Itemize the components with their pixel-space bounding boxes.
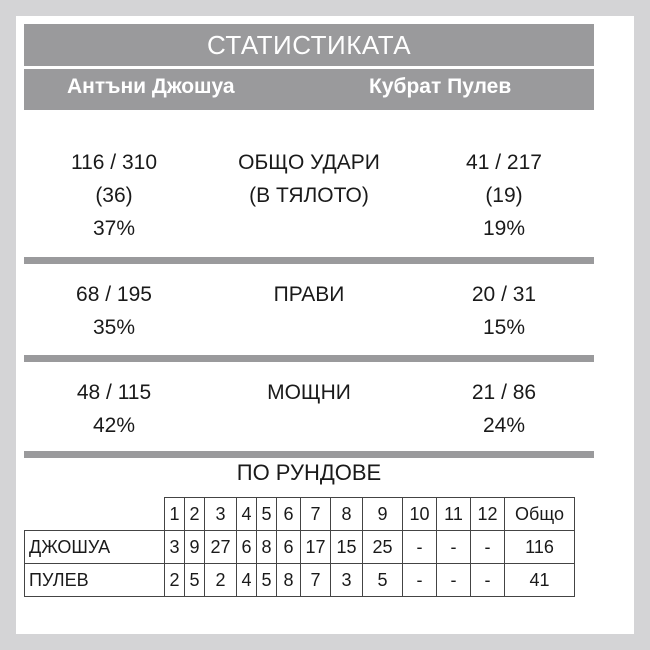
round-value: 17	[301, 531, 331, 564]
stat-label-line: (В ТЯЛОТО)	[249, 184, 369, 207]
stat-value: 20 / 31	[471, 283, 537, 306]
row-name: ПУЛЕВ	[25, 564, 165, 597]
round-value: 9	[185, 531, 205, 564]
section-divider	[24, 257, 594, 264]
stat-value: 116 / 310	[70, 151, 158, 174]
rounds-header-row	[25, 498, 575, 531]
fighter-right-name: Кубрат Пулев	[369, 75, 512, 98]
round-value: 3	[331, 564, 363, 597]
round-value: 25	[363, 531, 403, 564]
fighter-left-name: Антъни Джошуа	[67, 75, 235, 98]
stat-value: (19)	[485, 184, 523, 207]
round-value: -	[403, 531, 437, 564]
stat-value: 42%	[92, 414, 136, 437]
round-value: 27	[205, 531, 237, 564]
round-value: 15	[331, 531, 363, 564]
total-header: Общо	[505, 498, 575, 531]
stat-label	[204, 146, 414, 212]
round-value: 3	[165, 531, 185, 564]
rounds-title: ПО РУНДОВЕ	[236, 460, 382, 485]
table-row	[25, 564, 575, 597]
stat-value: (36)	[95, 184, 133, 207]
header-bar	[24, 24, 594, 110]
round-value: 2	[205, 564, 237, 597]
stat-label	[204, 278, 414, 311]
round-value: -	[437, 531, 471, 564]
round-header: 3	[205, 498, 237, 531]
round-value: -	[437, 564, 471, 597]
stat-value: 68 / 195	[76, 283, 152, 306]
round-value: 5	[257, 564, 277, 597]
stat-left-values	[34, 376, 194, 442]
round-header: 11	[437, 498, 471, 531]
stat-right-values	[424, 146, 584, 245]
stat-label-line: МОЩНИ	[267, 381, 351, 404]
stat-left-values	[34, 278, 194, 344]
round-header: 1	[165, 498, 185, 531]
round-header: 12	[471, 498, 505, 531]
round-value: -	[403, 564, 437, 597]
stat-value: 19%	[482, 217, 526, 240]
round-value: 5	[185, 564, 205, 597]
round-value: 2	[165, 564, 185, 597]
round-value: -	[471, 531, 505, 564]
stat-value: 41 / 217	[466, 151, 542, 174]
round-value: 4	[237, 564, 257, 597]
page-title: СТАТИСТИКАТА	[206, 30, 412, 60]
header-divider	[24, 66, 594, 69]
round-value: 8	[277, 564, 301, 597]
round-header: 7	[301, 498, 331, 531]
round-header: 4	[237, 498, 257, 531]
stat-right-values	[424, 376, 584, 442]
round-header: 6	[277, 498, 301, 531]
stat-label-line: ПРАВИ	[273, 283, 345, 306]
stat-value: 48 / 115	[76, 381, 152, 404]
stat-value: 24%	[482, 414, 526, 437]
row-name: ДЖОШУА	[25, 531, 165, 564]
stat-right-values	[424, 278, 584, 344]
round-value: 6	[237, 531, 257, 564]
stat-value: 35%	[92, 316, 136, 339]
stat-label	[204, 376, 414, 409]
round-header: 9	[363, 498, 403, 531]
round-header: 10	[403, 498, 437, 531]
stat-value: 37%	[92, 217, 136, 240]
rounds-table	[24, 497, 575, 597]
section-divider	[24, 451, 594, 458]
round-value: 6	[277, 531, 301, 564]
round-value: 7	[301, 564, 331, 597]
corner-cell	[25, 498, 165, 531]
stat-value: 15%	[482, 316, 526, 339]
total-value: 41	[505, 564, 575, 597]
round-value: -	[471, 564, 505, 597]
round-value: 5	[363, 564, 403, 597]
round-value: 8	[257, 531, 277, 564]
round-header: 2	[185, 498, 205, 531]
round-header: 5	[257, 498, 277, 531]
stat-value: 21 / 86	[471, 381, 537, 404]
round-header: 8	[331, 498, 363, 531]
stat-left-values	[34, 146, 194, 245]
total-value: 116	[505, 531, 575, 564]
stat-label-line: ОБЩО УДАРИ	[238, 151, 380, 174]
table-row	[25, 531, 575, 564]
section-divider	[24, 355, 594, 362]
